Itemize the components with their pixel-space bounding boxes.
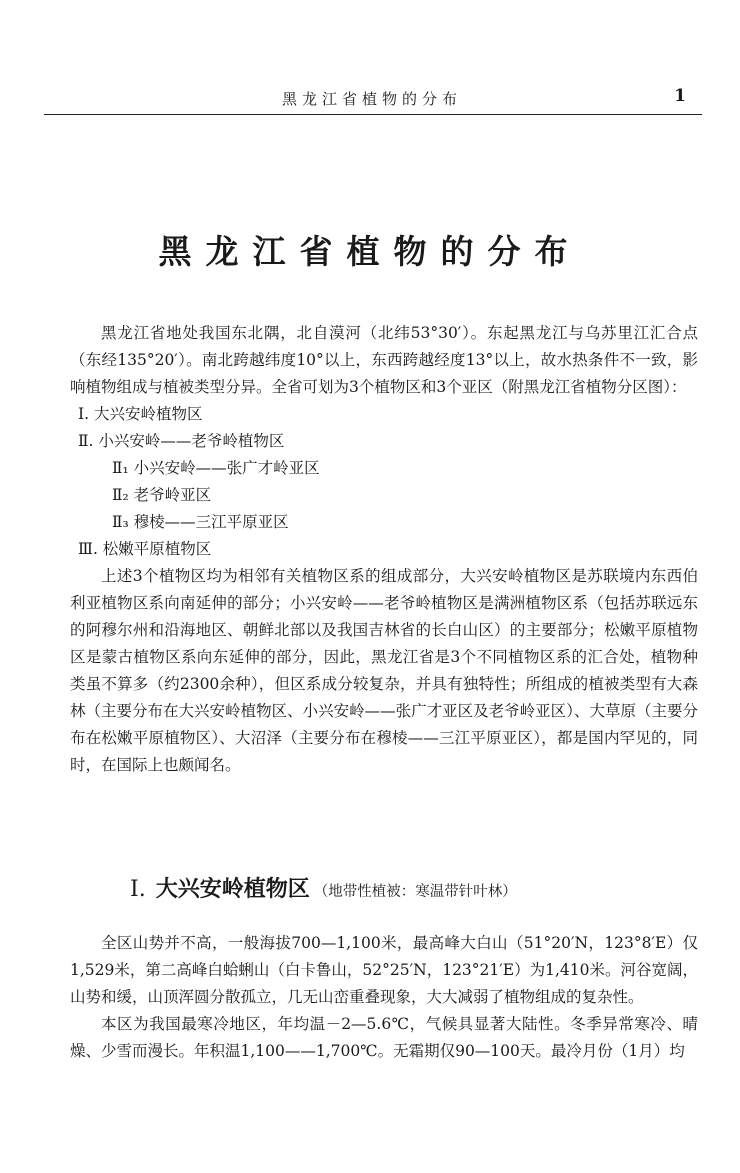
- section-heading: [130, 872, 517, 903]
- section-paragraph-1: 全区山势并不高，一般海拔700—1,100米，最高峰大白山（51°20′N，123°8′E）仅1,529米，第二高峰白蛤蜊山（白卡鲁山，52°25′N，123°21′E）为1,410米。河谷宽阔，山势和缓，山顶浑圆分散孤立，几无山峦重叠现象，大大减弱了植物组成的复杂性。: [70, 934, 698, 1006]
- intro-section: [70, 320, 698, 779]
- intro-paragraph-2: 上述3个植物区均为相邻有关植物区系的组成部分，大兴安岭植物区是苏联境内东西伯利亚植物区系向南延伸的部分；小兴安岭——老爷岭植物区是满洲植物区系（包括苏联远东的阿穆尔州和沿海地区、朝鲜北部以及我国吉林省的长白山区）的主要部分；松嫩平原植物区是蒙古植物区系向东延伸的部分，因此，黑龙江省是3个不同植物区系的汇合处，植物种类虽不算多（约2300余种），但区系成分较复杂，并具有独特性；所组成的植被类型有大森林（主要分布在大兴安岭植物区、小兴安岭——张广才亚区及老爷岭亚区）、大草原（主要分布在松嫩平原植物区）、大沼泽（主要分布在穆棱——三江平原亚区），都是国内罕见的，同时，在国际上也颇闻名。: [70, 567, 698, 774]
- subregion-item-2-2: Ⅱ₂ 老爷岭亚区: [112, 486, 212, 504]
- running-header: [44, 86, 700, 112]
- section-title: 大兴安岭植物区: [155, 877, 310, 902]
- article-title: 黑龙江省植物的分布: [158, 232, 582, 271]
- section-body: [70, 930, 698, 1065]
- subregion-item-2-1: Ⅱ₁ 小兴安岭——张广才岭亚区: [112, 459, 320, 477]
- region-item-3: Ⅲ. 松嫩平原植物区: [78, 540, 212, 558]
- subregion-item-2-3: Ⅱ₃ 穆棱——三江平原亚区: [112, 513, 289, 531]
- page-number: 1: [674, 86, 686, 106]
- running-title: 黑龙江省植物的分布: [281, 90, 462, 108]
- intro-paragraph-1: 黑龙江省地处我国东北隅，北自漠河（北纬53°30′）。东起黑龙江与乌苏里江汇合点（东经135°20′）。南北跨越纬度10°以上，东西跨越经度13°以上，故水热条件不一致，影响植物组成与植被类型分异。全省可划为3个植物区和3个亚区（附黑龙江省植物分区图）：: [70, 324, 698, 396]
- region-item-1: Ⅰ. 大兴安岭植物区: [78, 405, 203, 423]
- header-rule: [44, 114, 702, 115]
- region-list: [70, 401, 698, 563]
- section-number: Ⅰ.: [130, 877, 146, 902]
- section-paragraph-2: 本区为我国最寒冷地区，年均温－2—5.6℃，气候具显著大陆性。冬季异常寒冷、晴燥、少雪而漫长。年积温1,100——1,700℃。无霜期仅90—100天。最冷月份（1月）均: [70, 1015, 698, 1060]
- region-item-2: Ⅱ. 小兴安岭——老爷岭植物区: [78, 432, 285, 450]
- section-subtitle: （地带性植被：寒温带针叶林）: [313, 884, 517, 900]
